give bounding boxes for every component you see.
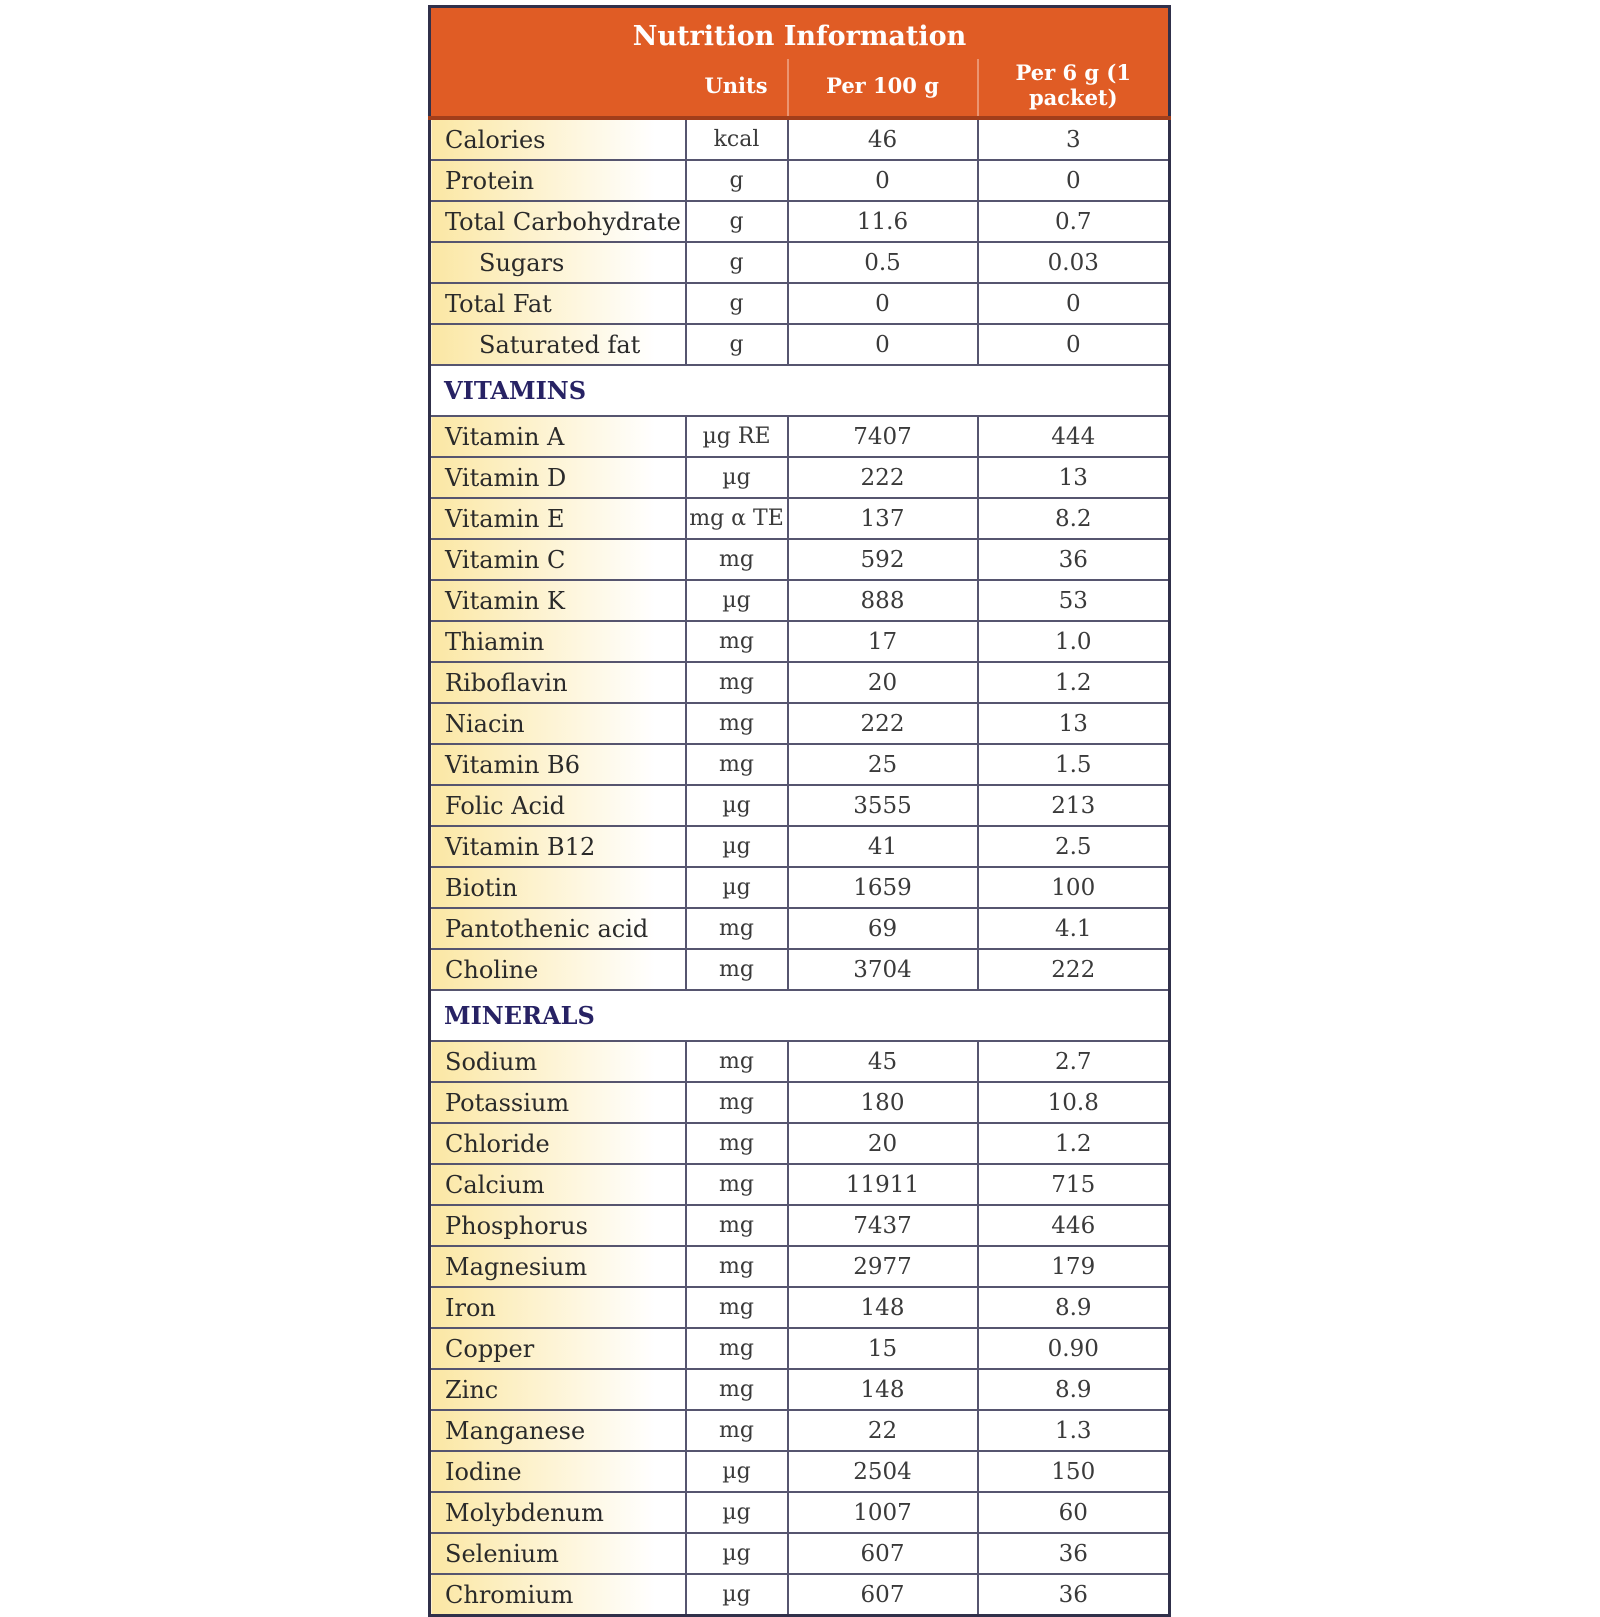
row-per6: 0.03 <box>978 242 1170 283</box>
row-label: Zinc <box>430 1369 686 1410</box>
row-label: Folic Acid <box>430 785 686 826</box>
row-per6: 53 <box>978 580 1170 621</box>
row-per100: 888 <box>788 580 978 621</box>
row-per6: 213 <box>978 785 1170 826</box>
row-label: Riboflavin <box>430 662 686 703</box>
section-header-row <box>430 365 1170 416</box>
table-row <box>430 201 1170 242</box>
row-label: Magnesium <box>430 1246 686 1287</box>
row-per6: 1.5 <box>978 744 1170 785</box>
row-per6: 444 <box>978 416 1170 457</box>
row-per6: 1.2 <box>978 662 1170 703</box>
row-label: Saturated fat <box>430 324 686 365</box>
table-row <box>430 1123 1170 1164</box>
row-label: Total Fat <box>430 283 686 324</box>
row-label: Phosphorus <box>430 1205 686 1246</box>
row-per6: 13 <box>978 457 1170 498</box>
table-row <box>430 744 1170 785</box>
row-per6: 1.2 <box>978 1123 1170 1164</box>
row-per100: 148 <box>788 1287 978 1328</box>
row-label: Manganese <box>430 1410 686 1451</box>
row-unit: µg RE <box>686 416 788 457</box>
row-per6: 4.1 <box>978 908 1170 949</box>
row-per6: 2.5 <box>978 826 1170 867</box>
table-row <box>430 324 1170 365</box>
row-unit: mg <box>686 1328 788 1369</box>
row-unit: µg <box>686 867 788 908</box>
column-header-blank <box>430 59 686 118</box>
table-row <box>430 1246 1170 1287</box>
table-row <box>430 908 1170 949</box>
row-per100: 222 <box>788 457 978 498</box>
nutrition-table <box>428 5 1171 1617</box>
row-per100: 41 <box>788 826 978 867</box>
row-per6: 0.7 <box>978 201 1170 242</box>
row-per6: 8.9 <box>978 1369 1170 1410</box>
row-unit: mg <box>686 1164 788 1205</box>
row-unit: mg <box>686 949 788 990</box>
table-row <box>430 826 1170 867</box>
row-per6: 13 <box>978 703 1170 744</box>
row-per6: 179 <box>978 1246 1170 1287</box>
row-label: Total Carbohydrate <box>430 201 686 242</box>
table-row <box>430 1287 1170 1328</box>
row-per6: 8.9 <box>978 1287 1170 1328</box>
section-title: MINERALS <box>430 990 1170 1041</box>
row-per6: 36 <box>978 539 1170 580</box>
table-row <box>430 1041 1170 1082</box>
table-header <box>430 7 1170 119</box>
row-per100: 20 <box>788 1123 978 1164</box>
row-per6: 715 <box>978 1164 1170 1205</box>
table-row <box>430 580 1170 621</box>
row-per100: 25 <box>788 744 978 785</box>
table-row <box>430 1574 1170 1616</box>
row-per100: 0 <box>788 324 978 365</box>
row-unit: mg <box>686 1205 788 1246</box>
table-row <box>430 1492 1170 1533</box>
row-label: Iodine <box>430 1451 686 1492</box>
table-body <box>430 118 1170 1616</box>
row-label: Sodium <box>430 1041 686 1082</box>
row-per100: 17 <box>788 621 978 662</box>
row-unit: µg <box>686 1533 788 1574</box>
section-header-row <box>430 990 1170 1041</box>
row-unit: mg <box>686 1369 788 1410</box>
row-unit: g <box>686 242 788 283</box>
table-row <box>430 1533 1170 1574</box>
row-unit: mg α TE <box>686 498 788 539</box>
row-label: Thiamin <box>430 621 686 662</box>
table-row <box>430 283 1170 324</box>
row-per100: 607 <box>788 1574 978 1616</box>
row-label: Copper <box>430 1328 686 1369</box>
row-per6: 36 <box>978 1574 1170 1616</box>
row-per6: 100 <box>978 867 1170 908</box>
row-label: Calcium <box>430 1164 686 1205</box>
table-row <box>430 1369 1170 1410</box>
row-per100: 11911 <box>788 1164 978 1205</box>
row-per6: 0.90 <box>978 1328 1170 1369</box>
row-per100: 7437 <box>788 1205 978 1246</box>
table-row <box>430 1451 1170 1492</box>
row-unit: mg <box>686 1246 788 1287</box>
row-unit: mg <box>686 1082 788 1123</box>
table-row <box>430 703 1170 744</box>
row-unit: mg <box>686 1410 788 1451</box>
row-per6: 8.2 <box>978 498 1170 539</box>
row-label: Selenium <box>430 1533 686 1574</box>
row-per6: 0 <box>978 160 1170 201</box>
row-per6: 10.8 <box>978 1082 1170 1123</box>
row-per100: 222 <box>788 703 978 744</box>
row-unit: µg <box>686 826 788 867</box>
row-label: Vitamin D <box>430 457 686 498</box>
row-label: Sugars <box>430 242 686 283</box>
table-row <box>430 785 1170 826</box>
table-row <box>430 416 1170 457</box>
row-per100: 2977 <box>788 1246 978 1287</box>
row-per100: 7407 <box>788 416 978 457</box>
row-label: Niacin <box>430 703 686 744</box>
table-row <box>430 160 1170 201</box>
table-row <box>430 621 1170 662</box>
row-per100: 2504 <box>788 1451 978 1492</box>
row-per6: 0 <box>978 283 1170 324</box>
row-per6: 2.7 <box>978 1041 1170 1082</box>
table-row <box>430 242 1170 283</box>
row-per6: 3 <box>978 118 1170 160</box>
row-unit: g <box>686 324 788 365</box>
row-unit: g <box>686 160 788 201</box>
row-label: Calories <box>430 118 686 160</box>
row-per6: 150 <box>978 1451 1170 1492</box>
row-label: Vitamin C <box>430 539 686 580</box>
column-header-per6: Per 6 g (1 packet) <box>978 59 1170 118</box>
row-unit: µg <box>686 785 788 826</box>
title-row <box>430 7 1170 60</box>
row-unit: mg <box>686 1041 788 1082</box>
row-label: Vitamin B6 <box>430 744 686 785</box>
table-row <box>430 949 1170 990</box>
row-label: Chromium <box>430 1574 686 1616</box>
row-per6: 446 <box>978 1205 1170 1246</box>
row-per100: 22 <box>788 1410 978 1451</box>
table-row <box>430 457 1170 498</box>
row-unit: µg <box>686 1574 788 1616</box>
table-row <box>430 867 1170 908</box>
row-per100: 1007 <box>788 1492 978 1533</box>
table-row <box>430 1328 1170 1369</box>
column-header-per100: Per 100 g <box>788 59 978 118</box>
row-per100: 45 <box>788 1041 978 1082</box>
row-per100: 3704 <box>788 949 978 990</box>
row-label: Chloride <box>430 1123 686 1164</box>
row-unit: mg <box>686 539 788 580</box>
table-row <box>430 662 1170 703</box>
row-unit: mg <box>686 744 788 785</box>
row-unit: mg <box>686 1123 788 1164</box>
row-unit: µg <box>686 1451 788 1492</box>
table-row <box>430 1205 1170 1246</box>
row-per100: 607 <box>788 1533 978 1574</box>
row-per100: 20 <box>788 662 978 703</box>
row-unit: µg <box>686 457 788 498</box>
row-unit: mg <box>686 703 788 744</box>
row-per100: 1659 <box>788 867 978 908</box>
row-unit: kcal <box>686 118 788 160</box>
table-row <box>430 498 1170 539</box>
row-per6: 222 <box>978 949 1170 990</box>
column-header-units: Units <box>686 59 788 118</box>
table-row <box>430 118 1170 160</box>
row-per100: 0 <box>788 160 978 201</box>
row-label: Biotin <box>430 867 686 908</box>
row-unit: mg <box>686 908 788 949</box>
table-row <box>430 1082 1170 1123</box>
row-per100: 148 <box>788 1369 978 1410</box>
table-title: Nutrition Information <box>430 7 1170 60</box>
row-per100: 46 <box>788 118 978 160</box>
row-per100: 180 <box>788 1082 978 1123</box>
row-label: Molybdenum <box>430 1492 686 1533</box>
row-label: Vitamin E <box>430 498 686 539</box>
row-label: Protein <box>430 160 686 201</box>
row-label: Vitamin B12 <box>430 826 686 867</box>
row-per6: 1.3 <box>978 1410 1170 1451</box>
row-per100: 137 <box>788 498 978 539</box>
row-per6: 36 <box>978 1533 1170 1574</box>
section-title: VITAMINS <box>430 365 1170 416</box>
row-per100: 0.5 <box>788 242 978 283</box>
row-per100: 0 <box>788 283 978 324</box>
row-per100: 69 <box>788 908 978 949</box>
row-label: Choline <box>430 949 686 990</box>
row-label: Pantothenic acid <box>430 908 686 949</box>
row-unit: µg <box>686 1492 788 1533</box>
row-unit: g <box>686 283 788 324</box>
row-label: Vitamin K <box>430 580 686 621</box>
row-per6: 60 <box>978 1492 1170 1533</box>
table-row <box>430 539 1170 580</box>
row-per100: 15 <box>788 1328 978 1369</box>
row-per6: 1.0 <box>978 621 1170 662</box>
row-per100: 592 <box>788 539 978 580</box>
row-label: Vitamin A <box>430 416 686 457</box>
table-row <box>430 1164 1170 1205</box>
row-label: Potassium <box>430 1082 686 1123</box>
row-per6: 0 <box>978 324 1170 365</box>
row-unit: mg <box>686 1287 788 1328</box>
row-unit: mg <box>686 621 788 662</box>
row-label: Iron <box>430 1287 686 1328</box>
row-unit: µg <box>686 580 788 621</box>
row-per100: 3555 <box>788 785 978 826</box>
row-unit: mg <box>686 662 788 703</box>
table-row <box>430 1410 1170 1451</box>
row-unit: g <box>686 201 788 242</box>
column-header-row <box>430 59 1170 118</box>
row-per100: 11.6 <box>788 201 978 242</box>
